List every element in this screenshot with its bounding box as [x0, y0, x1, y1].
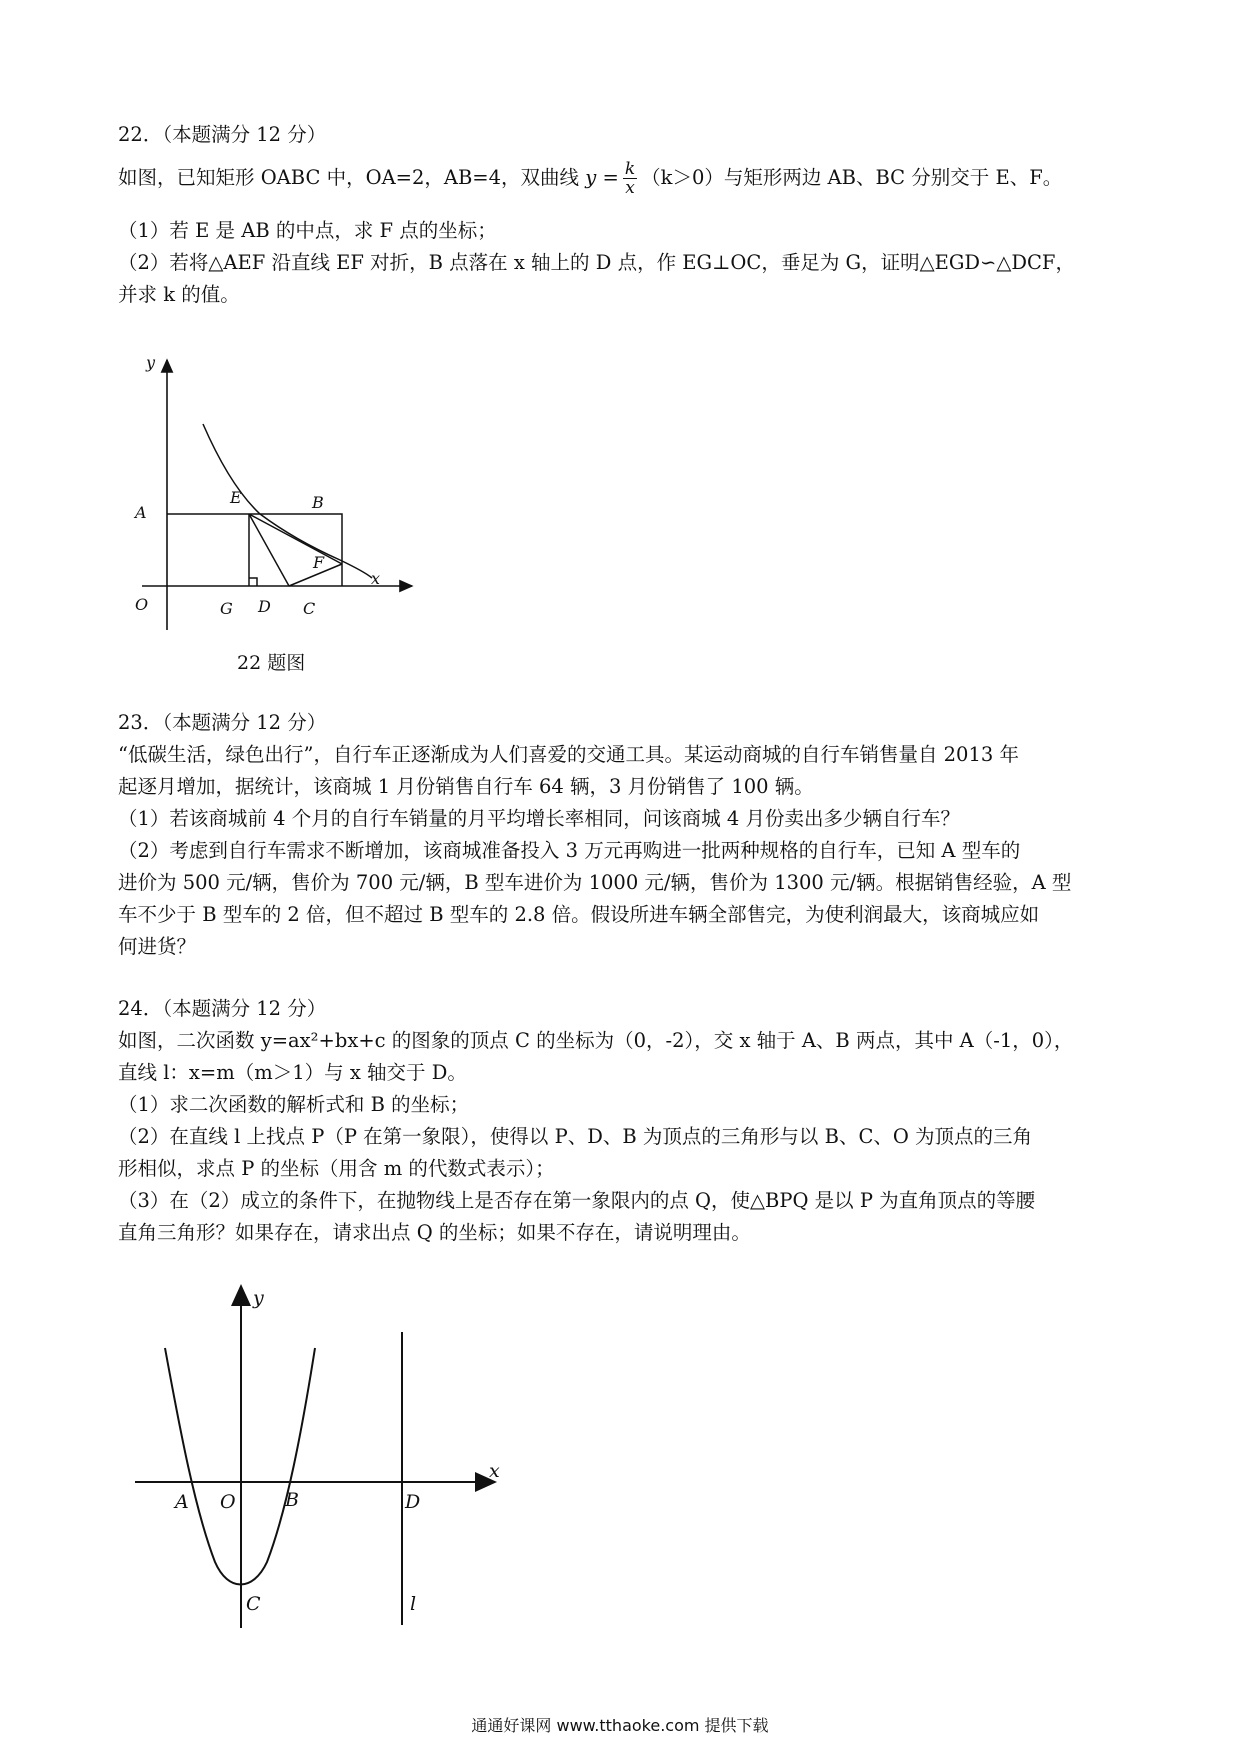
q23-header: 23．（本题满分 12 分）: [118, 711, 327, 734]
q22-label-B: B: [312, 493, 324, 512]
q22-label-G: G: [220, 599, 233, 618]
q22-label-E: E: [230, 488, 242, 507]
q24-label-y: y: [253, 1287, 264, 1309]
q22-frac-den: x: [625, 178, 635, 198]
q22-label-x: x: [371, 569, 381, 588]
q22-label-O: O: [135, 595, 149, 614]
q24-header: 24．（本题满分 12 分）: [118, 997, 327, 1020]
q22-intro-pre: 如图，已知矩形 OABC 中，OA=2，AB=4，双曲线: [118, 166, 580, 189]
q22-label-D: D: [258, 597, 271, 616]
q22-label-C: C: [303, 599, 316, 618]
q22-intro: [118, 160, 1062, 197]
q22-part2-line2: 并求 k 的值。: [118, 283, 240, 306]
q24-part1: （1）求二次函数的解析式和 B 的坐标；: [118, 1093, 470, 1116]
q23-part2-line3: 车不少于 B 型车的 2 倍，但不超过 B 型车的 2.8 倍。假设所进车辆全部售完，为使利润最大，该商城应如: [118, 903, 1040, 926]
q24-label-A: A: [175, 1491, 189, 1513]
footer-source: 通通好课网 www.tthaoke.com 提供下载: [471, 1716, 769, 1735]
q24-part2-line1: （2）在直线 l 上找点 P（P 在第一象限），使得以 P、D、B 为顶点的三角形与以 B、C、O 为顶点的三角: [118, 1125, 1033, 1148]
q22-caption: 22 题图: [237, 652, 306, 674]
q24-figure: [125, 1280, 525, 1640]
q22-intro-post: （k＞0）与矩形两边 AB、BC 分别交于 E、F。: [641, 166, 1063, 189]
q24-label-C: C: [246, 1593, 261, 1615]
q24-label-O: O: [220, 1491, 236, 1513]
q24-line2: 直线 l：x=m（m＞1）与 x 轴交于 D。: [118, 1061, 467, 1084]
q23-part2-line2: 进价为 500 元/辆，售价为 700 元/辆，B 型车进价为 1000 元/辆，售价为 1300 元/辆。根据销售经验，A 型: [118, 871, 1072, 894]
q24-part3-line2: 直角三角形？如果存在，请求出点 Q 的坐标；如果不存在，请说明理由。: [118, 1221, 751, 1244]
q22-label-F: F: [313, 553, 325, 572]
q24-label-B: B: [285, 1489, 299, 1511]
q22-figure: [130, 340, 420, 640]
q22-frac-lhs: y =: [585, 166, 619, 189]
q22-part1: （1）若 E 是 AB 的中点，求 F 点的坐标；: [118, 219, 497, 242]
q22-label-A: A: [135, 503, 147, 522]
q22-header: 22．（本题满分 12 分）: [118, 123, 327, 146]
q23-line1: “低碳生活，绿色出行”，自行车正逐渐成为人们喜爱的交通工具。某运动商城的自行车销售量自 2013 年: [118, 743, 1019, 766]
q22-fraction: [623, 160, 637, 197]
q22-hyperbola: [203, 424, 372, 578]
q22-part2-line1: （2）若将△AEF 沿直线 EF 对折，B 点落在 x 轴上的 D 点，作 EG⊥OC，垂足为 G，证明△EGD∽△DCF，: [118, 251, 1075, 274]
q23-part2-line1: （2）考虑到自行车需求不断增加，该商城准备投入 3 万元再购进一批两种规格的自行车，已知 A 型车的: [118, 839, 1021, 862]
q24-label-D: D: [405, 1491, 421, 1513]
q23-part2-line4: 何进货？: [118, 935, 197, 958]
q22-frac-num: k: [624, 159, 636, 179]
q22-right-angle-mark: [249, 578, 257, 586]
q23-line2: 起逐月增加，据统计，该商城 1 月份销售自行车 64 辆，3 月份销售了 100 辆。: [118, 775, 814, 798]
q24-part3-line1: （3）在（2）成立的条件下，在抛物线上是否存在第一象限内的点 Q，使△BPQ 是以 P 为直角顶点的等腰: [118, 1189, 1036, 1212]
q22-label-y: y: [146, 353, 156, 372]
q23-part1: （1）若该商城前 4 个月的自行车销量的月平均增长率相同，问该商城 4 月份卖出多少辆自行车？: [118, 807, 961, 830]
q24-label-x: x: [489, 1460, 500, 1482]
q24-label-l: l: [410, 1593, 417, 1615]
q24-line1: 如图，二次函数 y=ax²+bx+c 的图象的顶点 C 的坐标为（0，-2），交 x 轴于 A、B 两点，其中 A（-1，0），: [118, 1029, 1074, 1052]
q24-part2-line2: 形相似，求点 P 的坐标（用含 m 的代数式表示）；: [118, 1157, 555, 1180]
